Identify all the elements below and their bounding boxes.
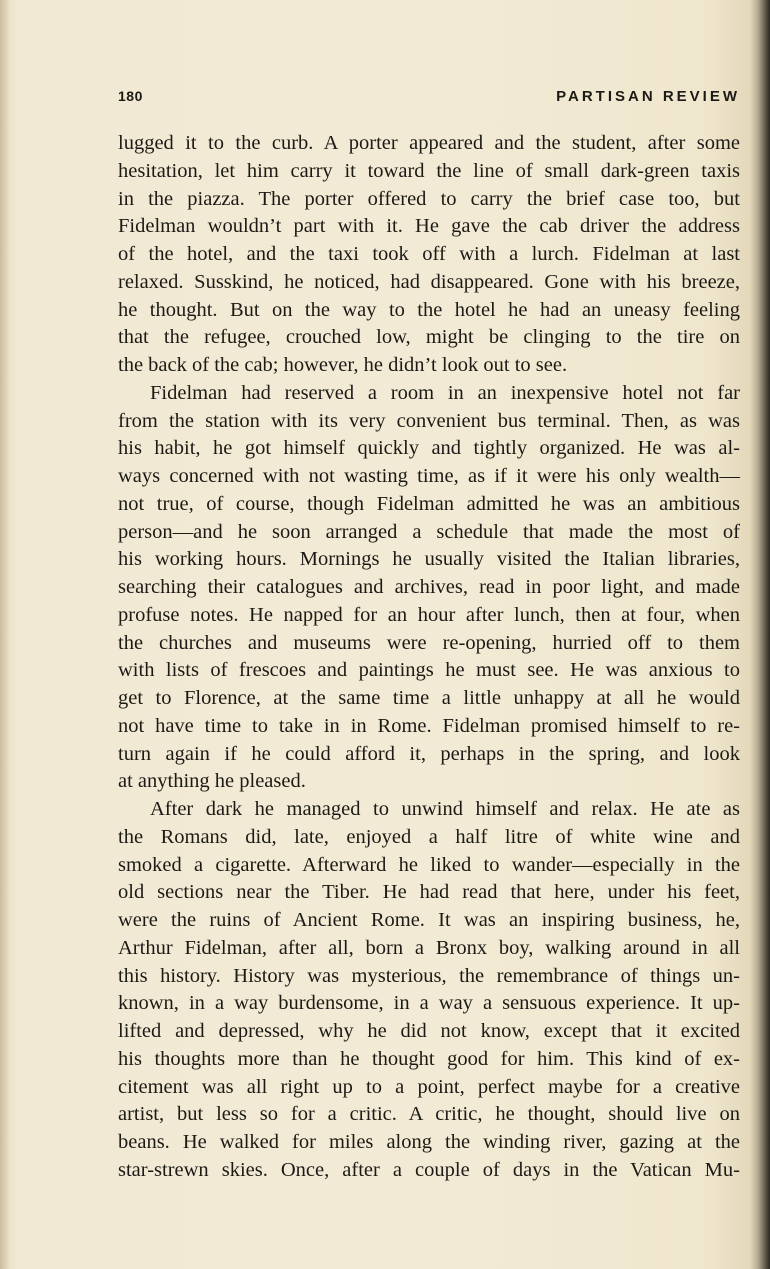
text-line: hesitation, let him carry it toward the line of small dark-green taxis	[118, 159, 740, 182]
text-line: Arthur Fidelman, after all, born a Bronx boy, walking around in all	[118, 936, 740, 959]
page-number: 180	[118, 88, 143, 104]
binding-gutter-shadow	[750, 0, 770, 1269]
text-line: turn again if he could afford it, perhaps in the spring, and look	[118, 742, 740, 765]
text-line: at anything he pleased.	[118, 770, 306, 793]
text-line: known, in a way burdensome, in a way a sensuous experience. It up-	[118, 992, 740, 1015]
text-line: the churches and museums were re-opening, hurried off to them	[118, 631, 740, 654]
text-line: Fidelman had reserved a room in an inexpensive hotel not far	[150, 381, 740, 404]
text-line: Fidelman wouldn’t part with it. He gave the cab driver the address	[118, 215, 740, 238]
text-line: get to Florence, at the same time a little unhappy at all he would	[118, 687, 740, 709]
text-line: were the ruins of Ancient Rome. It was an inspiring business, he,	[118, 909, 740, 931]
text-line: person—and he soon arranged a schedule that made the most of	[118, 520, 740, 543]
body-text	[118, 130, 740, 1185]
paragraph	[118, 130, 740, 380]
text-line: in the piazza. The porter offered to carry the brief case too, but	[118, 187, 740, 210]
text-line: this history. History was mysterious, the remembrance of things un-	[118, 964, 740, 987]
text-line: profuse notes. He napped for an hour after lunch, then at four, when	[118, 603, 740, 626]
text-line: with lists of frescoes and paintings he must see. He was anxious to	[118, 659, 740, 682]
paragraph	[118, 380, 740, 796]
text-line: from the station with its very convenient bus terminal. Then, as was	[118, 409, 740, 432]
text-line: not have time to take in in Rome. Fidelman promised himself to re-	[118, 714, 740, 737]
text-line: After dark he managed to unwind himself and relax. He ate as	[150, 798, 740, 820]
text-line: his thoughts more than he thought good for him. This kind of ex-	[118, 1047, 740, 1070]
text-line: his working hours. Mornings he usually visited the Italian libraries,	[118, 548, 740, 571]
text-line: he thought. But on the way to the hotel he had an uneasy feeling	[118, 298, 740, 321]
text-line: star-strewn skies. Once, after a couple of days in the Vatican Mu-	[118, 1158, 740, 1181]
text-line: of the hotel, and the taxi took off with a lurch. Fidelman at last	[118, 243, 740, 265]
journal-title: PARTISAN REVIEW	[556, 88, 740, 105]
text-line: lifted and depressed, why he did not know, except that it excited	[118, 1020, 740, 1042]
text-line: the Romans did, late, enjoyed a half litre of white wine and	[118, 825, 740, 848]
text-line: relaxed. Susskind, he noticed, had disappeared. Gone with his breeze,	[118, 270, 740, 293]
text-line: beans. He walked for miles along the winding river, gazing at the	[118, 1131, 740, 1153]
running-head	[118, 88, 740, 110]
text-line: the back of the cab; however, he didn’t look out to see.	[118, 354, 568, 376]
paragraph	[118, 796, 740, 1185]
text-line: smoked a cigarette. Afterward he liked to wander—especially in the	[118, 853, 740, 876]
text-line: lugged it to the curb. A porter appeared and the student, after some	[118, 132, 740, 154]
text-line: artist, but less so for a critic. A critic, he thought, should live on	[118, 1103, 740, 1126]
text-line: ways concerned with not wasting time, as if it were his only wealth—	[118, 465, 740, 487]
text-line: not true, of course, though Fidelman admitted he was an ambitious	[118, 492, 740, 515]
text-line: old sections near the Tiber. He had read that here, under his feet,	[118, 881, 740, 904]
text-line: citement was all right up to a point, perfect maybe for a creative	[118, 1075, 740, 1098]
text-line: his habit, he got himself quickly and tightly organized. He was al-	[118, 437, 740, 460]
page-edge-shadow	[0, 0, 10, 1269]
text-line: searching their catalogues and archives, read in poor light, and made	[118, 576, 740, 598]
text-line: that the refugee, crouched low, might be clinging to the tire on	[118, 326, 740, 349]
